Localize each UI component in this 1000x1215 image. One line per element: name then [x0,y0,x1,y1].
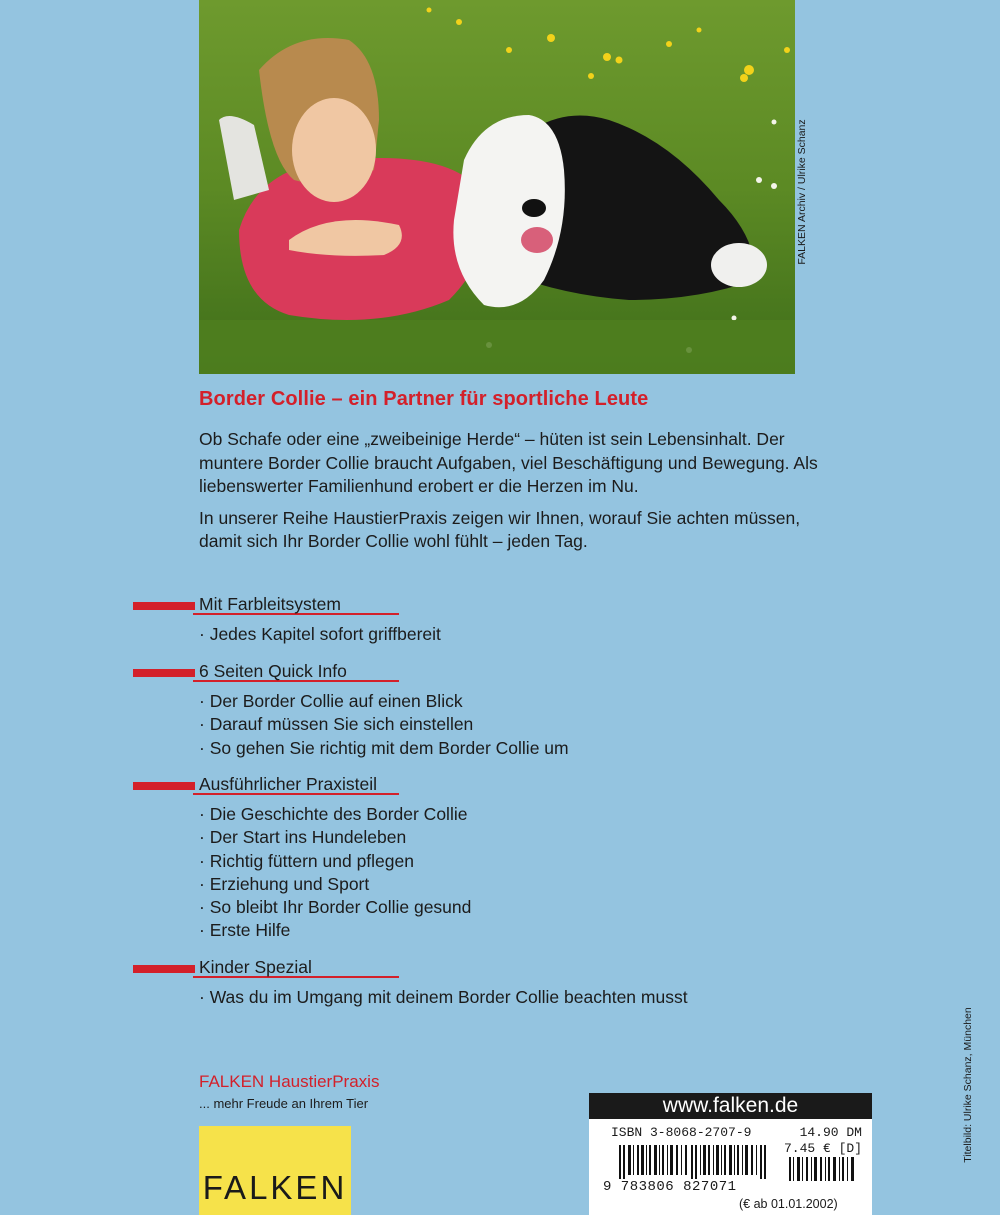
list-item: · Darauf müssen Sie sich einstellen [199,714,474,735]
falken-logo [199,1126,351,1215]
red-marker-bar [133,669,195,677]
section-title: 6 Seiten Quick Info [199,661,347,681]
red-marker-bar [133,602,195,610]
barcode-addon [789,1157,859,1181]
price-eur: 7.45 € [D] [783,1141,862,1156]
logo-text: FALKEN [202,1169,348,1206]
list-item: · Erste Hilfe [199,920,291,941]
section-praxisteil [133,772,833,943]
section-title: Ausführlicher Praxisteil [199,774,377,794]
series-name: FALKEN HaustierPraxis [199,1072,380,1091]
list-item: · Richtig füttern und pflegen [199,850,414,871]
section-list [133,986,833,1009]
price-dm: 14.90 DM [799,1125,862,1140]
list-item: · Der Border Collie auf einen Blick [199,691,463,711]
section-list [133,690,833,760]
section-heading [133,659,833,683]
barcode-digits: 9 783806 827071 [603,1179,737,1195]
list-item: · Die Geschichte des Border Collie [199,804,468,824]
intro-paragraph-2: In unserer Reihe HaustierPraxis zeigen wir Ihnen, worauf Sie achten müssen, damit sich Ihr Border Collie wohl fühlt – jeden Tag. [199,507,801,551]
section-list [133,803,833,943]
title-credit-text: Titelbild: Ulrike Schanz, München [962,1007,974,1163]
section-heading [133,955,833,979]
list-item: · Was du im Umgang mit deinem Border Collie beachten musst [199,987,688,1007]
section-kinder-spezial [133,955,833,1009]
section-title: Kinder Spezial [199,957,312,977]
section-quick-info [133,659,833,760]
intro-text [199,428,819,562]
website-url: www.falken.de [589,1093,872,1119]
section-farbleitsystem [133,592,833,646]
section-list [133,623,833,646]
section-heading [133,772,833,796]
section-title: Mit Farbleitsystem [199,594,341,614]
barcode-main [619,1145,779,1179]
photo-girl-with-dog [199,0,795,374]
red-marker-bar [133,782,195,790]
list-item: · So bleibt Ihr Border Collie gesund [199,897,472,918]
series-tagline: ... mehr Freude an Ihrem Tier [199,1096,369,1111]
section-heading [133,592,833,616]
photo-credit-text: FALKEN Archiv / Ulrike Schanz [796,119,808,265]
intro-paragraph-1: Ob Schafe oder eine „zweibeinige Herde“ – hüten ist sein Lebensinhalt. Der muntere Border Collie braucht Aufgaben, viel Beschäftigung und Bewegung. Als liebenswerter Familienhund erobert er die Herzen im Nu. [199,429,818,496]
list-item: · So gehen Sie richtig mit dem Border Collie um [199,737,569,758]
euro-note: (€ ab 01.01.2002) [739,1197,838,1211]
cover-photo [199,0,795,374]
list-item: · Jedes Kapitel sofort griffbereit [199,624,441,644]
isbn: ISBN 3-8068-2707-9 [611,1125,752,1140]
list-item: · Erziehung und Sport [199,873,370,894]
barcode-box [589,1093,872,1215]
list-item: · Der Start ins Hundeleben [199,827,407,848]
red-marker-bar [133,965,195,973]
headline: Border Collie – ein Partner für sportliche Leute [199,388,649,410]
